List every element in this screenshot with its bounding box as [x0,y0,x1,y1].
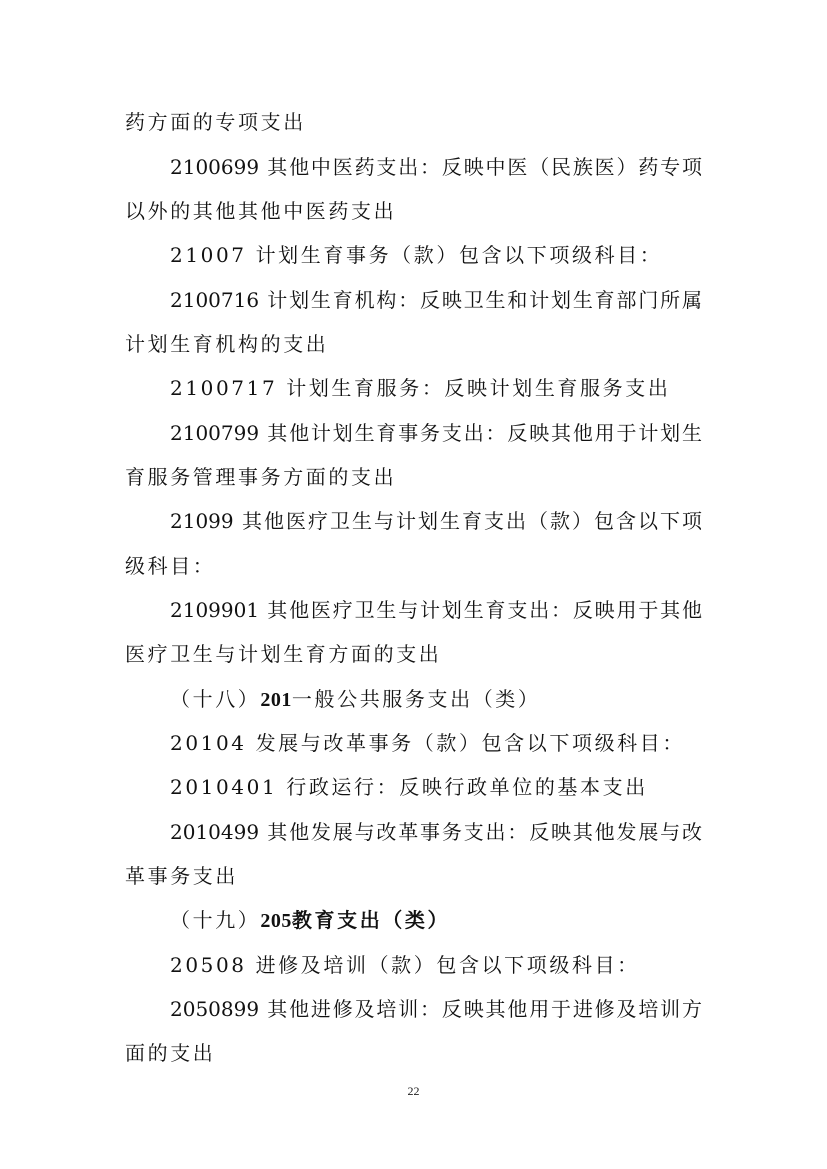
text-line: 以外的其他其他中医药支出 [125,199,397,223]
text-line: 2100717 计划生育服务：反映计划生育服务支出 [170,376,671,400]
text-line: 2100799 其他计划生育事务支出：反映其他用于计划生 [170,421,702,445]
text-line: 20508 进修及培训（款）包含以下项级科目： [170,953,640,977]
text-line: 革事务支出 [125,864,238,888]
text-line: 育服务管理事务方面的支出 [125,465,397,489]
text-line: 级科目： [125,554,216,578]
heading-prefix: （十八） [170,687,261,711]
text-line: 2100699 其他中医药支出：反映中医（民族医）药专项 [170,155,702,179]
section-heading-19 [170,908,450,933]
text-line: 2109901 其他医疗卫生与计划生育支出：反映用于其他 [170,598,702,622]
heading-code: 201 [260,689,292,711]
text-line: 计划生育机构的支出 [125,332,329,356]
text-line: 药方面的专项支出 [125,110,306,134]
text-line: 医疗卫生与计划生育方面的支出 [125,642,442,666]
heading-code: 205 [260,910,292,932]
heading-title: 一般公共服务支出（类） [291,687,541,711]
text-line: 2050899 其他进修及培训：反映其他用于进修及培训方 [170,997,702,1021]
heading-title: 教育支出（类） [291,908,451,932]
section-heading-18 [170,687,541,712]
text-line: 20104 发展与改革事务（款）包含以下项级科目： [170,731,685,755]
text-line: 21099 其他医疗卫生与计划生育支出（款）包含以下项 [170,509,702,533]
text-line: 21007 计划生育事务（款）包含以下项级科目： [170,243,663,267]
text-line: 2100716 计划生育机构：反映卫生和计划生育部门所属 [170,288,702,312]
page-number: 22 [407,1084,420,1098]
heading-prefix: （十九） [170,908,261,932]
text-line: 面的支出 [125,1041,216,1065]
text-line: 2010401 行政运行：反映行政单位的基本支出 [170,775,648,799]
text-line: 2010499 其他发展与改革事务支出：反映其他发展与改 [170,820,702,844]
